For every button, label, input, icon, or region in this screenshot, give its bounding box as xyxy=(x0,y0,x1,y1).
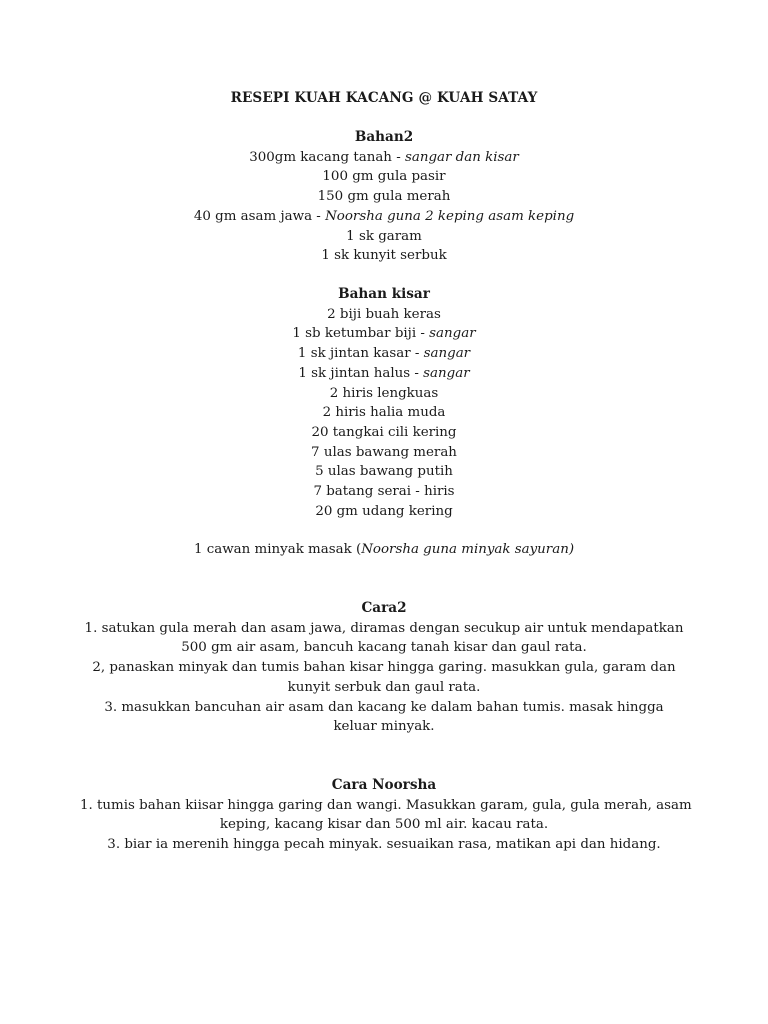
ingredient-line: 150 gm gula merah xyxy=(317,189,451,205)
ingredient-note: Noorsha guna 2 keping asam keping xyxy=(325,208,575,224)
cara-heading: Cara2 xyxy=(361,600,407,616)
cara-noorsha-section xyxy=(80,776,692,855)
ingredient-line: 100 gm gula pasir xyxy=(322,169,446,185)
ingredient-note: sangar xyxy=(423,346,471,362)
cara-noorsha-heading: Cara Noorsha xyxy=(331,777,437,793)
step-line: 2, panaskan minyak dan tumis bahan kisar hingga garing. masukkan gula, garam dan xyxy=(92,660,676,676)
ingredient-line: 7 ulas bawang merah xyxy=(311,444,457,460)
bahan-kisar-section xyxy=(80,285,688,521)
bahan-kisar-heading: Bahan kisar xyxy=(338,286,430,302)
cara-section xyxy=(80,599,688,737)
step-line: 500 gm air asam, bancuh kacang tanah kisar dan gaul rata. xyxy=(181,640,587,656)
recipe-title: RESEPI KUAH KACANG @ KUAH SATAY xyxy=(230,90,538,106)
ingredient-line: 2 hiris lengkuas xyxy=(329,385,439,401)
step-line: keluar minyak. xyxy=(333,719,435,735)
ingredient-line xyxy=(80,148,688,168)
ingredient-text: 1 cawan minyak masak ( xyxy=(193,542,362,557)
ingredient-note: sangar xyxy=(423,365,470,381)
ingredient-text: 1 sk jintan halus - xyxy=(298,365,424,381)
ingredient-note: sangar xyxy=(429,326,476,342)
ingredient-note: sangar dan kisar xyxy=(404,149,519,165)
ingredient-line xyxy=(80,344,688,364)
ingredient-text: 1 sk jintan kasar - xyxy=(297,346,424,362)
step-line: 3. biar ia merenih hingga pecah minyak. sesuaikan rasa, matikan api dan hidang. xyxy=(107,837,661,853)
ingredient-line xyxy=(80,324,688,344)
ingredient-line: 2 hiris halia muda xyxy=(322,405,446,421)
ingredient-line xyxy=(80,364,688,384)
ingredient-text: 40 gm asam jawa - xyxy=(193,208,326,224)
ingredient-line: 1 sk kunyit serbuk xyxy=(321,248,447,264)
step-line: 1. tumis bahan kiisar hingga garing dan wangi. Masukkan garam, gula, gula merah, asam xyxy=(80,797,692,813)
minyak-line xyxy=(80,540,688,560)
ingredient-line: 7 batang serai - hiris xyxy=(313,484,455,500)
bahan-section xyxy=(80,128,688,266)
ingredient-line xyxy=(80,540,688,560)
step-line: 1. satukan gula merah dan asam jawa, diramas dengan secukup air untuk mendapatkan xyxy=(84,620,684,636)
ingredient-note: Noorsha guna minyak sayuran) xyxy=(361,542,575,557)
step-line: keping, kacang kisar dan 500 ml air. kacau rata. xyxy=(219,817,549,833)
step-line: 3. masukkan bancuhan air asam dan kacang ke dalam bahan tumis. masak hingga xyxy=(104,699,664,715)
ingredient-line: 20 tangkai cili kering xyxy=(311,424,457,440)
ingredient-line: 5 ulas bawang putih xyxy=(315,464,453,480)
ingredient-line: 2 biji buah keras xyxy=(327,306,441,322)
ingredient-text: 1 sb ketumbar biji - xyxy=(292,326,430,342)
ingredient-line xyxy=(80,207,688,227)
step-line: kunyit serbuk dan gaul rata. xyxy=(287,679,481,695)
ingredient-line: 1 sk garam xyxy=(346,228,422,244)
bahan-heading: Bahan2 xyxy=(354,129,414,145)
ingredient-text: 300gm kacang tanah - xyxy=(249,149,405,165)
ingredient-line: 20 gm udang kering xyxy=(315,503,453,519)
